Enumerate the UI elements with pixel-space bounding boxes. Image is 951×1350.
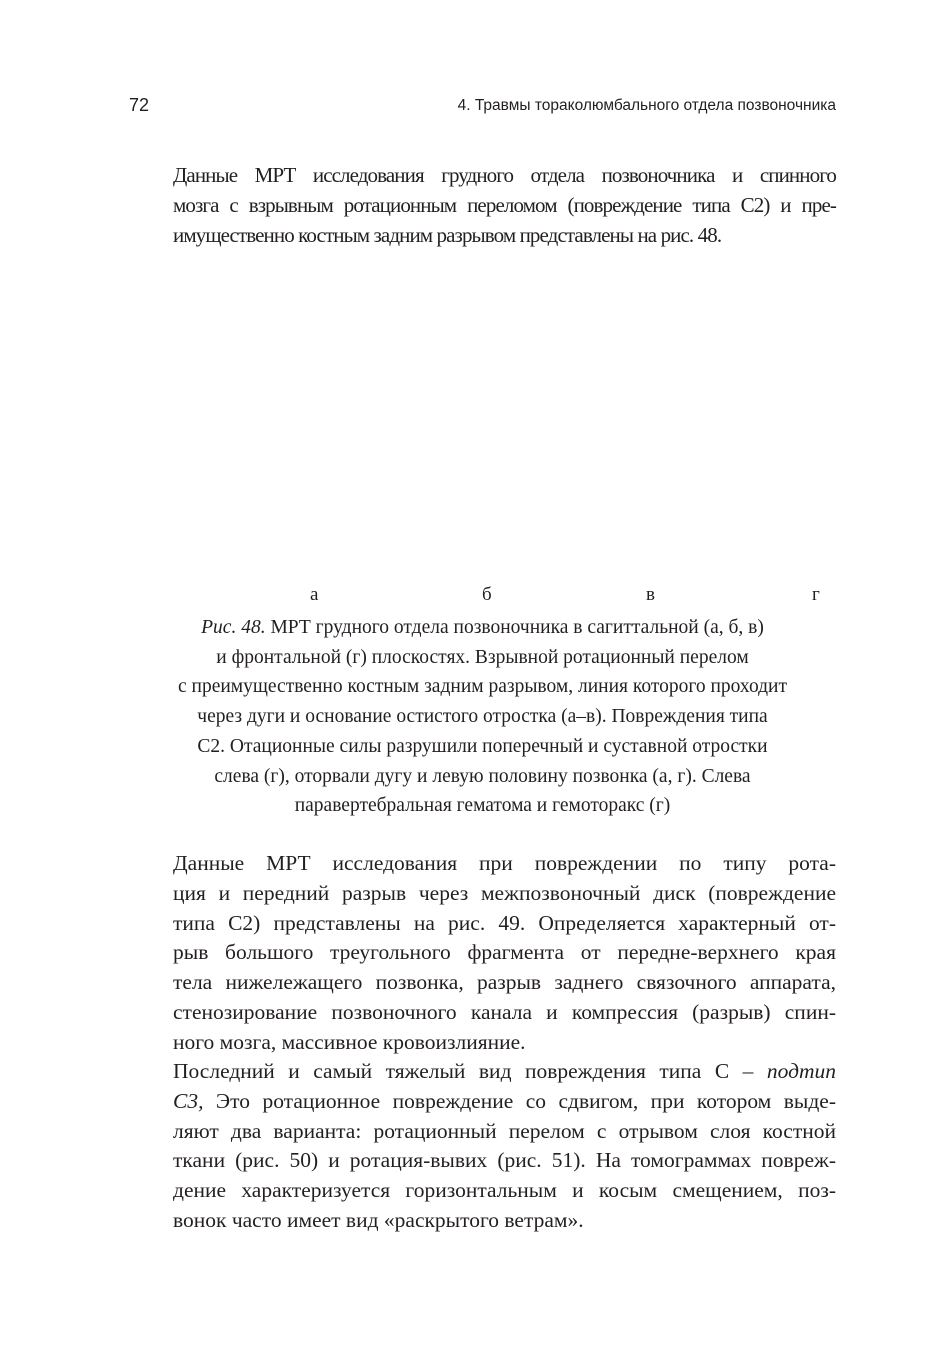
paragraph-subtype-c3 [129, 1057, 836, 1236]
text-line: Данные МРТ исследования грудного отдела позвоночника и спинного [173, 163, 836, 187]
italic-term: С3, [173, 1088, 204, 1113]
caption-line: с преимущественно костным задним разрывом, линия которого проходит [177, 676, 788, 698]
text-line: тела нижележащего позвонка, разрыв заднего связочного аппарата, [173, 970, 836, 995]
caption-text: МРТ грудного отдела позвоночника в сагиттальной (а, б, в) [265, 617, 764, 638]
caption-label: Рис. 48. [201, 617, 266, 638]
text-line: типа С2) представлены на рис. 49. Определяется характерный от- [173, 910, 836, 935]
text-line: вонок часто имеет вид «раскрытого ветрам». [173, 1207, 584, 1232]
caption-line: С2. Отационные силы разрушили поперечный и суставной отростки [197, 735, 768, 757]
paragraph-rotation [129, 849, 836, 1058]
caption-line: слева (г), оторвали дугу и левую половину позвонка (а, г). Слева [214, 765, 751, 787]
text-line: имущественно костным задним разрывом представлены на рис. 48. [173, 223, 722, 247]
italic-term: подтип [766, 1059, 836, 1083]
panel-label-g: г [812, 584, 820, 605]
text-line: Данные МРТ исследования при повреждении по типу рота- [173, 851, 836, 875]
figure-caption [110, 613, 855, 821]
page-number: 72 [129, 95, 150, 115]
figure-48-image-area [129, 262, 836, 580]
text-line [129, 1087, 836, 1117]
text-line: мозга с взрывным ротационным переломом (повреждение типа С2) и пре- [173, 193, 836, 217]
panel-label-b: б [482, 584, 492, 605]
caption-line [110, 613, 855, 643]
text-fragment: Это ротационное повреждение со сдвигом, при котором выде- [203, 1088, 836, 1113]
text-fragment: Последний и самый тяжелый вид повреждения типа С – [173, 1059, 767, 1083]
panel-label-a: а [310, 584, 319, 605]
caption-line: через дуги и основание остистого отростка (а–в). Повреждения типа [197, 706, 768, 728]
running-header [129, 95, 836, 119]
text-line: ляют два варианта: ротационный перелом с отрывом слоя костной [173, 1118, 836, 1143]
caption-line: и фронтальной (г) плоскостях. Взрывной ротационный перелом [216, 646, 749, 668]
text-line: ного мозга, массивное кровоизлияние. [173, 1029, 526, 1054]
text-line: ция и передний разрыв через межпозвоночный диск (повреждение [173, 880, 836, 905]
caption-line: паравертебральная гематома и гемоторакс (г) [294, 795, 671, 817]
paragraph-intro [129, 160, 836, 250]
text-line: дение характеризуется горизонтальным и косым смещением, поз- [173, 1178, 836, 1203]
text-line: рыв большого треугольного фрагмента от передне-верхнего края [173, 940, 836, 965]
panel-label-v: в [646, 584, 655, 605]
text-line: стенозирование позвоночного канала и компрессия (разрыв) спин- [173, 999, 836, 1024]
figure-panel-labels [0, 584, 951, 608]
text-line: ткани (рис. 50) и ротация-вывих (рис. 51). На томограммах повреж- [173, 1148, 836, 1173]
running-title: 4. Травмы тораколюмбального отдела позвоночника [457, 97, 836, 114]
text-line [129, 1057, 836, 1087]
